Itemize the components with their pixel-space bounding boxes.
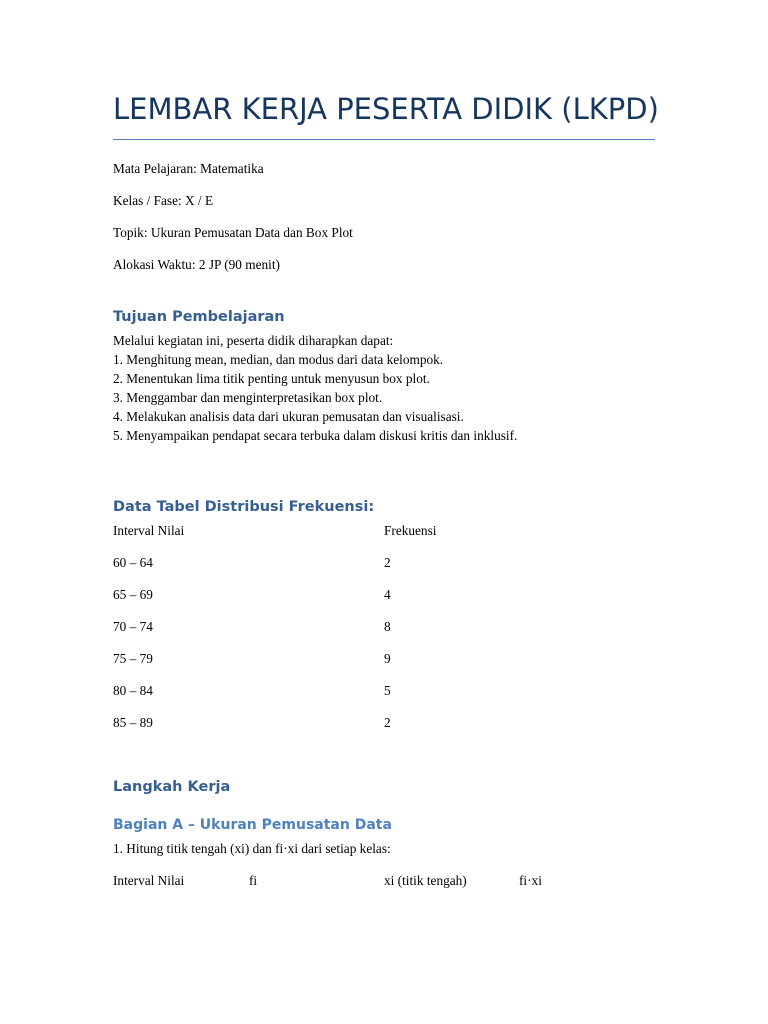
column-header: fi [249,873,258,888]
frequency-cell: 4 [384,587,391,602]
worksheet-table-header [113,873,655,889]
interval-cell: 80 – 84 [113,683,153,698]
table-row [113,619,655,635]
table-row [113,715,655,731]
table-row [113,587,655,603]
column-header: fi·xi [519,873,542,888]
frequency-cell: 2 [384,555,391,570]
objective-item: 2. Menentukan lima titik penting untuk menyusun box plot. [113,371,430,386]
frequency-cell: 2 [384,715,391,730]
page-title: LEMBAR KERJA PESERTA DIDIK (LKPD) [113,92,659,126]
objective-item: 4. Melakukan analisis data dari ukuran pemusatan dan visualisasi. [113,409,464,424]
interval-cell: 65 – 69 [113,587,153,602]
title-divider [113,139,655,140]
column-header: Frekuensi [384,523,437,538]
part-a-instruction: 1. Hitung titik tengah (xi) dan fi·xi dari setiap kelas: [113,841,391,856]
objective-item: 1. Menghitung mean, median, dan modus dari data kelompok. [113,352,444,367]
meta-topic: Topik: Ukuran Pemusatan Data dan Box Plot [113,225,353,240]
meta-time: Alokasi Waktu: 2 JP (90 menit) [113,257,280,272]
steps-heading: Langkah Kerja [113,779,231,795]
column-header: Interval Nilai [113,873,185,888]
objectives-heading: Tujuan Pembelajaran [113,309,285,325]
objectives-intro: Melalui kegiatan ini, peserta didik diharapkan dapat: [113,333,394,348]
objective-item: 3. Menggambar dan menginterpretasikan box plot. [113,390,383,405]
meta-class: Kelas / Fase: X / E [113,193,214,208]
table-row [113,555,655,571]
interval-cell: 60 – 64 [113,555,153,570]
frequency-cell: 5 [384,683,391,698]
table-row [113,683,655,699]
interval-cell: 70 – 74 [113,619,153,634]
meta-subject: Mata Pelajaran: Matematika [113,161,264,176]
interval-cell: 75 – 79 [113,651,153,666]
column-header: xi (titik tengah) [384,873,467,888]
frequency-table-heading: Data Tabel Distribusi Frekuensi: [113,499,375,515]
objective-item: 5. Menyampaikan pendapat secara terbuka dalam diskusi kritis dan inklusif. [113,428,518,443]
table-header-row [113,523,655,539]
frequency-cell: 8 [384,619,391,634]
frequency-cell: 9 [384,651,391,666]
part-a-heading: Bagian A – Ukuran Pemusatan Data [113,817,392,833]
interval-cell: 85 – 89 [113,715,153,730]
column-header: Interval Nilai [113,523,185,538]
table-row [113,651,655,667]
